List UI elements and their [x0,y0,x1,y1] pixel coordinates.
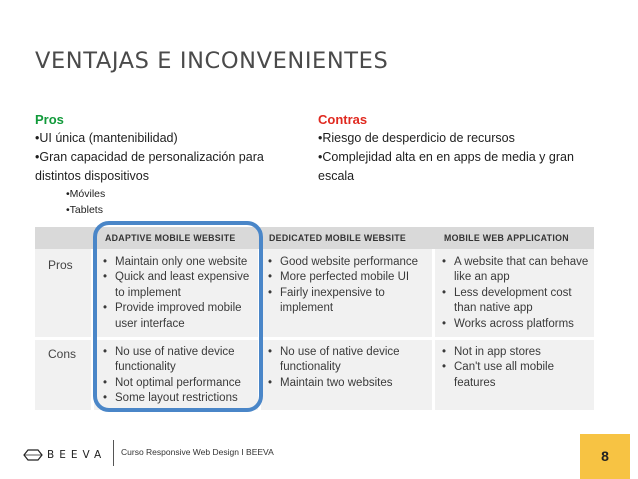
pros-item: •Gran capacidad de personalización para [35,150,264,164]
table-cell [442,345,590,391]
beeva-logo [23,447,106,463]
page-number: 8 [601,448,609,464]
page-number-badge [580,434,630,479]
pros-sub-item: •Tablets [66,204,103,216]
table-divider [432,249,435,410]
highlight-frame [93,221,263,412]
beeva-logo-icon [23,448,43,462]
table-header-dedicated: DEDICATED MOBILE WEBSITE [269,233,407,243]
contras-heading: Contras [318,112,368,127]
table-row-label-pros: Pros [48,258,73,272]
table-cell-item: • Quick and least expensive to implement [103,270,255,301]
table-cell-item: • Works across platforms [442,317,590,332]
pros-column [35,110,295,218]
table-cell-item: • Not in app stores [442,345,590,360]
table-cell-item: • Some layout restrictions [103,391,255,406]
table-header-webapp: MOBILE WEB APPLICATION [444,233,569,243]
contras-item: •Complejidad alta en en apps de media y gran [318,150,574,164]
table-cell-item: • More perfected mobile UI [268,270,428,285]
table-cell-item: • Not optimal performance [103,376,255,391]
table-cell-item: • Fairly inexpensive to implement [268,286,428,317]
pros-item: distintos dispositivos [35,169,149,183]
table-cell-item: • Good website performance [268,255,428,270]
table-row-label-cons: Cons [48,347,77,361]
contras-item: escala [318,169,355,183]
table-cell-item: • No use of native device functionality [268,345,428,376]
table-cell-item: • No use of native device functionality [103,345,255,376]
table-cell-item: • Can't use all mobile features [442,360,590,391]
contras-item: •Riesgo de desperdicio de recursos [318,131,515,145]
footer-divider [113,440,114,466]
slide-title: VENTAJAS E INCONVENIENTES [35,48,389,74]
logo-text: BEEVA [47,449,107,461]
table-cell-item: • Provide improved mobile user interface [103,301,255,332]
footer-caption: Curso Responsive Web Design I BEEVA [121,447,274,457]
pros-heading: Pros [35,112,64,127]
table-header-adaptive: ADAPTIVE MOBILE WEBSITE [105,233,236,243]
pros-item: •UI única (mantenibilidad) [35,131,178,145]
table-cell-item: • Maintain only one website [103,255,255,270]
contras-column [318,110,608,186]
table-cell-item: • Less development cost than native app [442,286,590,317]
table-cell-item: • Maintain two websites [268,376,428,391]
table-cell [442,255,590,332]
table-cell [268,345,428,391]
table-cell-item: • A website that can behave like an app [442,255,590,286]
pros-sub-item: •Móviles [66,188,106,200]
table-cell [268,255,428,317]
